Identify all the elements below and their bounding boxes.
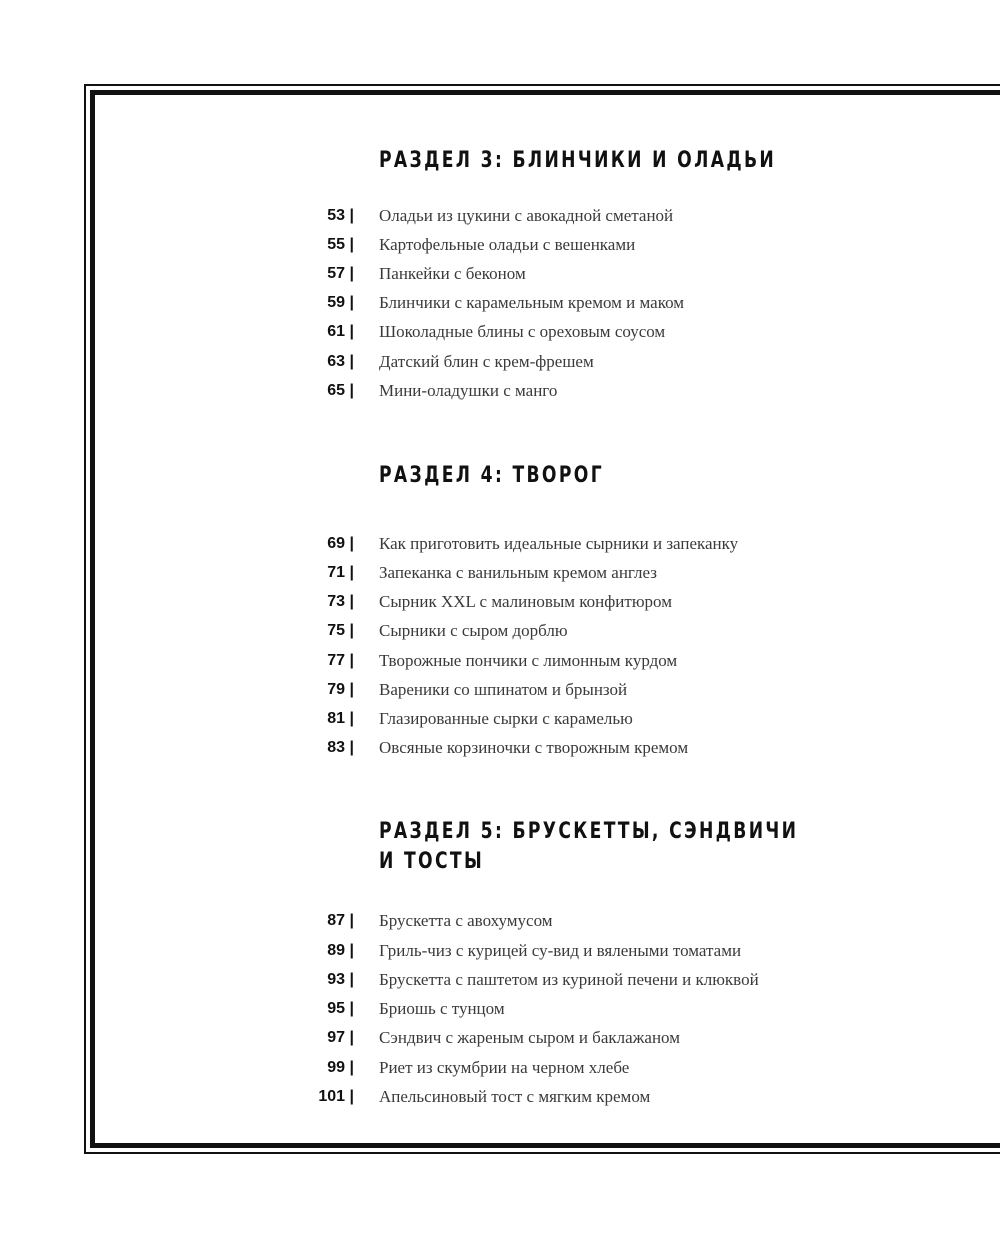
toc-entry[interactable] [0,204,1000,228]
entry-title: Мини-оладушки с манго [379,381,558,400]
entry-title: Сырники с сыром дорблю [379,621,568,640]
page-number: 93 | [327,971,354,988]
entry-title: Вареники со шпинатом и брынзой [379,680,628,699]
page-number: 69 | [327,535,354,552]
toc-entry[interactable] [0,939,1000,963]
entry-title: Брускетта с паштетом из куриной печени и клюквой [379,970,759,989]
page-number: 75 | [327,622,354,639]
entry-title: Овсяные корзиночки с творожным кремом [379,738,689,757]
toc-entry[interactable] [0,968,1000,992]
toc-entry[interactable] [0,379,1000,403]
toc-entry[interactable] [0,736,1000,760]
page-number: 89 | [327,942,354,959]
entry-title: Оладьи из цукини с авокадной сметаной [379,206,674,225]
page-number: 63 | [327,353,354,370]
toc-entry[interactable] [0,1026,1000,1050]
page-number: 99 | [327,1059,354,1076]
page-number: 97 | [327,1029,354,1046]
entry-title: Риет из скумбрии на черном хлебе [379,1058,630,1077]
section-title: РАЗДЕЛ 5: БРУСКЕТТЫ, СЭНДВИЧИ [379,819,799,844]
section-title: РАЗДЕЛ 4: ТВОРОГ [379,463,604,488]
toc-entry[interactable] [0,561,1000,585]
toc-entry[interactable] [0,291,1000,315]
toc-entry[interactable] [0,997,1000,1021]
page-number: 55 | [327,236,354,253]
toc-entry[interactable] [0,619,1000,643]
entry-title: Датский блин с крем-фрешем [379,352,594,371]
page-number: 65 | [327,382,354,399]
toc-entry[interactable] [0,262,1000,286]
entry-title: Как приготовить идеальные сырники и запеканку [379,534,739,553]
entry-title: Апельсиновый тост с мягким кремом [379,1087,651,1106]
entry-title: Бриошь с тунцом [379,999,505,1018]
entry-title: Картофельные оладьи с вешенками [379,235,636,254]
page-number: 101 | [318,1088,354,1105]
page-number: 61 | [327,323,354,340]
entry-title: Глазированные сырки с карамелью [379,709,633,728]
page-number: 57 | [327,265,354,282]
page-number: 95 | [327,1000,354,1017]
page-number: 79 | [327,681,354,698]
toc-entry[interactable] [0,233,1000,257]
toc-entry[interactable] [0,649,1000,673]
page-number: 83 | [327,739,354,756]
section-title-continued: И ТОСТЫ [379,849,485,874]
entry-title: Гриль-чиз с курицей су-вид и вялеными томатами [379,941,742,960]
page-number: 71 | [327,564,354,581]
toc-entry[interactable] [0,590,1000,614]
page-number: 59 | [327,294,354,311]
toc-entry[interactable] [0,350,1000,374]
page-number: 87 | [327,912,354,929]
page-number: 53 | [327,207,354,224]
toc-entry[interactable] [0,678,1000,702]
toc-entry[interactable] [0,1085,1000,1109]
section-title: РАЗДЕЛ 3: БЛИНЧИКИ И ОЛАДЬИ [379,148,777,173]
entry-title: Творожные пончики с лимонным курдом [379,651,678,670]
entry-title: Шоколадные блины с ореховым соусом [379,322,666,341]
toc-entry[interactable] [0,909,1000,933]
page-number: 81 | [327,710,354,727]
entry-title: Сэндвич с жареным сыром и баклажаном [379,1028,680,1047]
page-number: 73 | [327,593,354,610]
page-number: 77 | [327,652,354,669]
entry-title: Брускетта с авохумусом [379,911,553,930]
toc-entry[interactable] [0,320,1000,344]
entry-title: Запеканка с ванильным кремом англез [379,563,657,582]
entry-title: Блинчики с карамельным кремом и маком [379,293,685,312]
entry-title: Панкейки с беконом [379,264,526,283]
entry-title: Сырник XXL с малиновым конфитюром [379,592,672,611]
toc-entry[interactable] [0,707,1000,731]
toc-entry[interactable] [0,532,1000,556]
toc-entry[interactable] [0,1056,1000,1080]
